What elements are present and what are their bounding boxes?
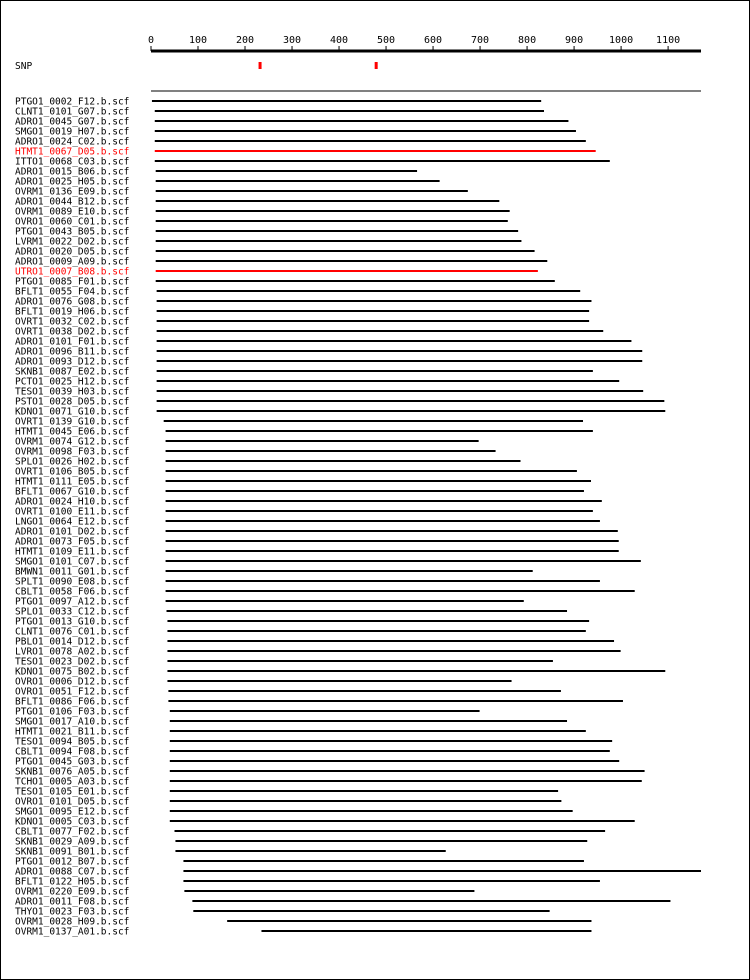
read-label[interactable]: ADRO1_0011_F08.b.scf	[15, 896, 130, 908]
read-row	[15, 927, 591, 938]
read-label[interactable]: PCTO1_0025_H12.b.scf	[15, 376, 130, 388]
read-label[interactable]: OVRO1_0101_D05.b.scf	[15, 796, 130, 808]
read-label[interactable]: PSTO1_0028_D05.b.scf	[15, 396, 130, 408]
snp-read-alignment	[1, 1, 749, 979]
read-label[interactable]: OVRT1_0038_D02.b.scf	[15, 326, 130, 338]
read-label[interactable]: ADRO1_0025_H05.b.scf	[15, 176, 130, 188]
read-label[interactable]: TESO1_0105_E01.b.scf	[15, 786, 130, 798]
read-label[interactable]: BFLT1_0019_H06.b.scf	[15, 306, 130, 318]
read-label[interactable]: TESO1_0094_B05.b.scf	[15, 736, 130, 748]
read-label[interactable]: SPLO1_0026_H02.b.scf	[15, 456, 130, 468]
read-label[interactable]: UTRO1_0007_B08.b.scf	[15, 266, 130, 278]
read-label[interactable]: LNGO1_0064_E12.b.scf	[15, 516, 130, 528]
axis-tick-label: 700	[471, 35, 490, 46]
read-label[interactable]: CBLT1_0094_F08.b.scf	[15, 746, 130, 758]
read-label[interactable]: SPLT1_0090_E08.b.scf	[15, 576, 130, 588]
read-label[interactable]: OVRO1_0051_F12.b.scf	[15, 686, 130, 698]
read-label[interactable]: OVRT1_0106_B05.b.scf	[15, 466, 130, 478]
snp-track-label: SNP	[15, 61, 33, 72]
read-label[interactable]: BFLT1_0067_G10.b.scf	[15, 486, 130, 498]
axis-tick-label: 1000	[609, 35, 634, 46]
read-label[interactable]: OVRM1_0136_E09.b.scf	[15, 186, 130, 198]
read-label[interactable]: ADRO1_0093_D12.b.scf	[15, 356, 130, 368]
read-label[interactable]: OVRM1_0089_E10.b.scf	[15, 206, 130, 218]
read-label[interactable]: TESO1_0039_H03.b.scf	[15, 386, 130, 398]
read-label[interactable]: ADRO1_0076_G08.b.scf	[15, 296, 130, 308]
axis-tick-label: 1100	[656, 35, 681, 46]
read-label[interactable]: SMGO1_0095_E12.b.scf	[15, 806, 130, 818]
read-label[interactable]: LVRO1_0078_A02.b.scf	[15, 646, 130, 658]
read-label[interactable]: PTGO1_0012_B07.b.scf	[15, 856, 130, 868]
axis-tick-label: 400	[330, 35, 349, 46]
read-label[interactable]: THYO1_0023_F03.b.scf	[15, 906, 130, 918]
read-label[interactable]: BFLT1_0122_H05.b.scf	[15, 876, 130, 888]
scale-axis	[148, 35, 701, 51]
read-label[interactable]: HTMT1_0045_E06.b.scf	[15, 426, 130, 438]
read-label[interactable]: ITTO1_0068_C03.b.scf	[15, 156, 130, 168]
read-label[interactable]: TCHO1_0005_A03.b.scf	[15, 776, 130, 788]
read-label[interactable]: SKNB1_0087_E02.b.scf	[15, 366, 130, 378]
read-label[interactable]: OVRM1_0098_F03.b.scf	[15, 446, 130, 458]
read-label[interactable]: SMGO1_0019_H07.b.scf	[15, 126, 130, 138]
axis-tick-label: 500	[377, 35, 396, 46]
read-label[interactable]: OVRT1_0139_G10.b.scf	[15, 416, 130, 428]
read-label[interactable]: OVRO1_0006_D12.b.scf	[15, 676, 130, 688]
axis-tick-label: 200	[235, 35, 255, 46]
read-label[interactable]: OVRT1_0032_C02.b.scf	[15, 316, 130, 328]
read-label[interactable]: CLNT1_0101_G07.b.scf	[15, 106, 130, 118]
read-label[interactable]: ADRO1_0020_D05.b.scf	[15, 246, 130, 258]
read-label[interactable]: OVRM1_0028_H09.b.scf	[15, 916, 130, 928]
read-label[interactable]: ADRO1_0088_C07.b.scf	[15, 866, 130, 878]
read-label[interactable]: HTMT1_0021_B11.b.scf	[15, 726, 130, 738]
read-label[interactable]: CLNT1_0076_C01.b.scf	[15, 626, 130, 638]
read-label[interactable]: CBLT1_0077_F02.b.scf	[15, 826, 130, 838]
read-label[interactable]: HTMT1_0109_E11.b.scf	[15, 546, 130, 558]
read-label[interactable]: ADRO1_0101_F01.b.scf	[15, 336, 130, 348]
axis-tick-label: 300	[282, 35, 302, 46]
read-label[interactable]: LVRM1_0022_D02.b.scf	[15, 236, 130, 248]
read-label[interactable]: BFLT1_0055_F04.b.scf	[15, 286, 130, 298]
snp-marker	[259, 62, 262, 69]
read-label[interactable]: HTMT1_0067_D05.b.scf	[15, 146, 130, 158]
read-label[interactable]: KDNO1_0071_G10.b.scf	[15, 406, 130, 418]
read-label[interactable]: OVRM1_0220_E09.b.scf	[15, 886, 130, 898]
read-label[interactable]: ADRO1_0015_B06.b.scf	[15, 166, 130, 178]
read-label[interactable]: PTGO1_0002_F12.b.scf	[15, 96, 130, 108]
read-label[interactable]: ADRO1_0045_G07.b.scf	[15, 116, 130, 128]
read-label[interactable]: ADRO1_0096_B11.b.scf	[15, 346, 130, 358]
axis-tick-label: 0	[147, 35, 155, 46]
read-label[interactable]: OVRM1_0137_A01.b.scf	[15, 926, 130, 938]
axis-tick-label: 900	[565, 35, 584, 46]
read-label[interactable]: PTGO1_0013_G10.b.scf	[15, 616, 130, 628]
read-label[interactable]: PTGO1_0106_F03.b.scf	[15, 706, 130, 718]
read-label[interactable]: ADRO1_0073_F05.b.scf	[15, 536, 130, 548]
read-label[interactable]: PTGO1_0085_F01.b.scf	[15, 276, 130, 288]
read-label[interactable]: PTGO1_0043_B05.b.scf	[15, 226, 130, 238]
axis-tick-label: 600	[424, 35, 443, 46]
read-label[interactable]: TESO1_0023_D02.b.scf	[15, 656, 130, 668]
read-label[interactable]: SMGO1_0101_C07.b.scf	[15, 556, 130, 568]
read-label[interactable]: BFLT1_0086_F06.b.scf	[15, 696, 130, 708]
read-label[interactable]: PTGO1_0045_G03.b.scf	[15, 756, 130, 768]
read-list	[15, 97, 701, 938]
read-label[interactable]: ADRO1_0009_A09.b.scf	[15, 256, 130, 268]
read-label[interactable]: OVRM1_0074_G12.b.scf	[15, 436, 130, 448]
read-label[interactable]: OVRO1_0060_C01.b.scf	[15, 216, 130, 228]
read-label[interactable]: CBLT1_0058_F06.b.scf	[15, 586, 130, 598]
axis-tick-label: 800	[518, 35, 537, 46]
read-label[interactable]: SPLO1_0033_C12.b.scf	[15, 606, 130, 618]
read-label[interactable]: ADRO1_0044_B12.b.scf	[15, 196, 130, 208]
read-label[interactable]: BMWN1_0011_G01.b.scf	[15, 566, 130, 578]
read-label[interactable]: PTGO1_0097_A12.b.scf	[15, 596, 130, 608]
read-label[interactable]: PBLO1_0014_D12.b.scf	[15, 636, 130, 648]
read-label[interactable]: SKNB1_0091_B01.b.scf	[15, 846, 130, 858]
read-label[interactable]: SKNB1_0029_A09.b.scf	[15, 836, 130, 848]
read-label[interactable]: OVRT1_0100_E11.b.scf	[15, 506, 130, 518]
read-label[interactable]: KDNO1_0075_B02.b.scf	[15, 666, 130, 678]
read-label[interactable]: ADRO1_0101_D02.b.scf	[15, 526, 130, 538]
axis-tick-label: 100	[188, 35, 208, 46]
read-label[interactable]: HTMT1_0111_E05.b.scf	[15, 476, 130, 488]
snp-track	[259, 62, 378, 69]
read-label[interactable]: ADRO1_0024_C02.b.scf	[15, 136, 130, 148]
read-label[interactable]: SMGO1_0017_A10.b.scf	[15, 716, 130, 728]
read-label[interactable]: KDNO1_0005_C03.b.scf	[15, 816, 130, 828]
read-label[interactable]: SKNB1_0076_A05.b.scf	[15, 766, 130, 778]
read-label[interactable]: ADRO1_0024_H10.b.scf	[15, 496, 130, 508]
snp-marker	[375, 62, 378, 69]
